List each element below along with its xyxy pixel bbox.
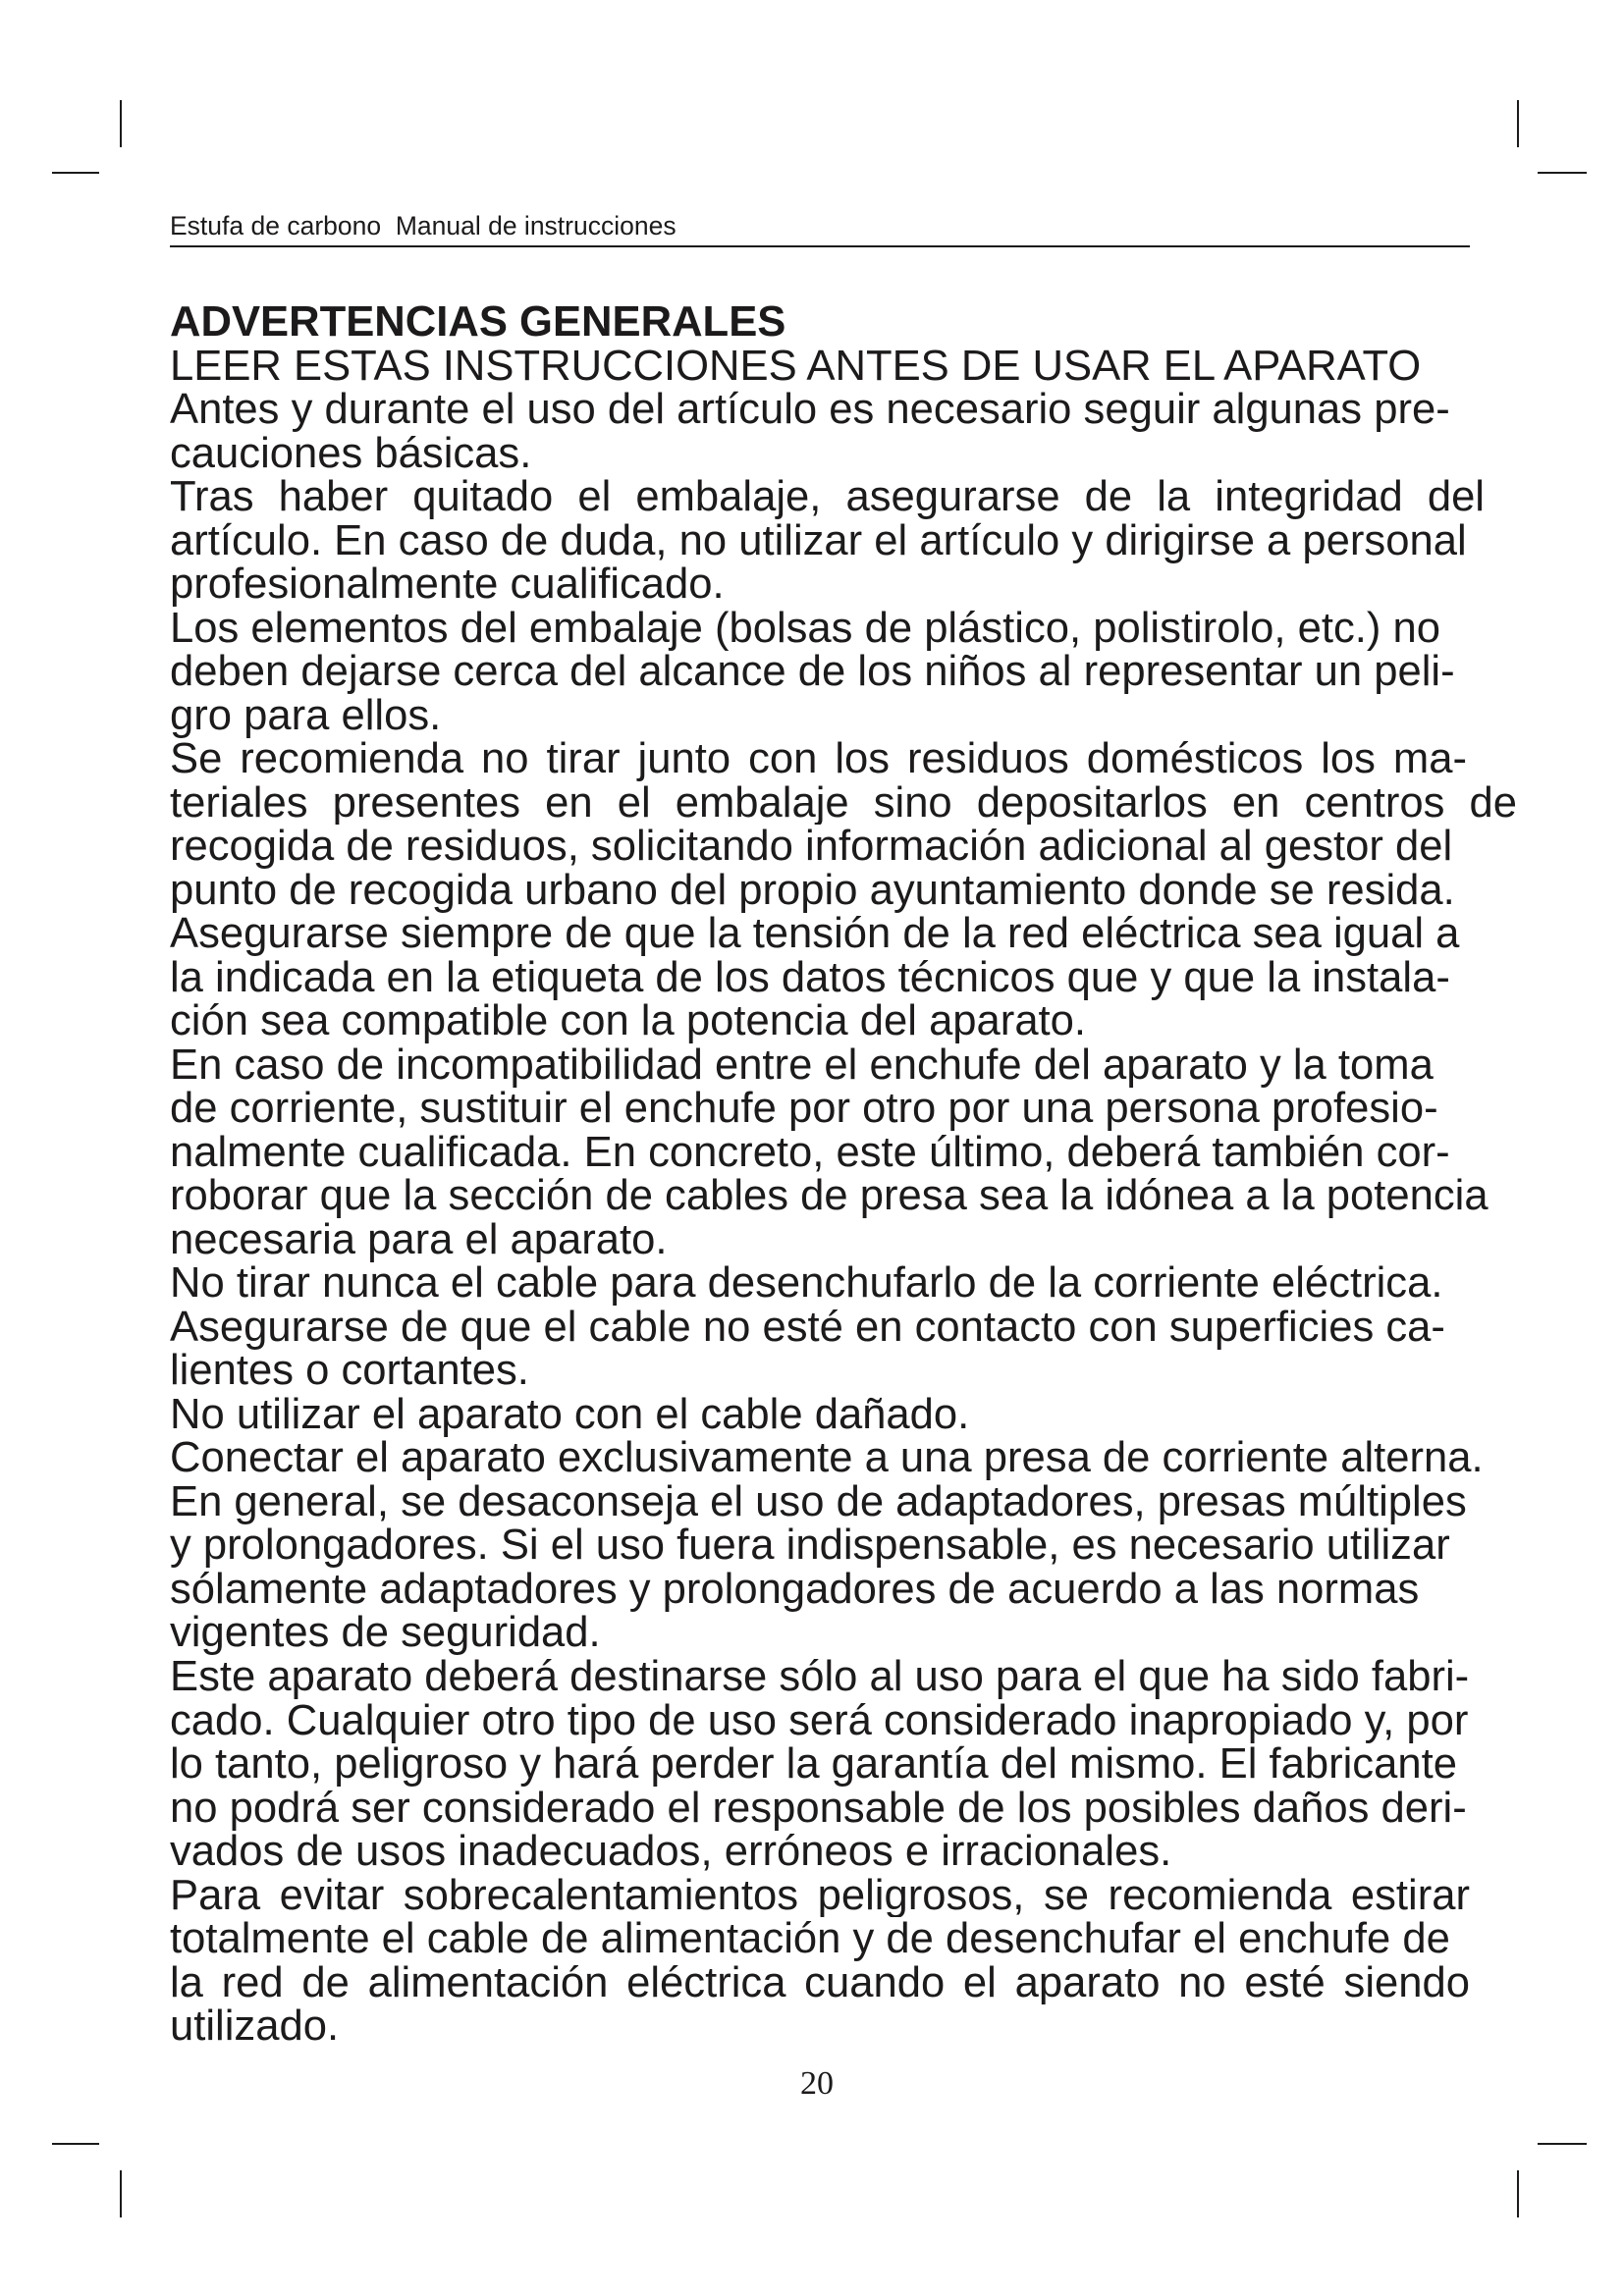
body-line: Tras haber quitado el embalaje, asegurarse de la integridad del <box>170 475 1485 519</box>
body-line: Conectar el aparato exclusivamente a una presa de corriente alterna. <box>170 1434 1484 1482</box>
body-line: En caso de incompatibilidad entre el enchufe del aparato y la toma <box>170 1041 1434 1089</box>
crop-mark-bottom-left-vertical <box>120 2170 122 2217</box>
body-line: cado. Cualquier otro tipo de uso será considerado inapropiado y, por <box>170 1696 1469 1744</box>
body-line: lo tanto, peligroso y hará perder la garantía del mismo. El fabricante <box>170 1740 1457 1789</box>
crop-mark-top-right-horizontal <box>1538 172 1587 174</box>
body-line: Se recomienda no tirar junto con los residuos domésticos los ma- <box>170 737 1467 781</box>
body-line: la indicada en la etiqueta de los datos técnicos que y que la instala- <box>170 953 1450 1001</box>
body-line: no podrá ser considerado el responsable de los posibles daños deri- <box>170 1784 1467 1832</box>
body-line: artículo. En caso de duda, no utilizar el artículo y dirigirse a personal <box>170 516 1467 564</box>
paragraph <box>170 475 1544 607</box>
body-line: Asegurarse siempre de que la tensión de la red eléctrica sea igual a <box>170 910 1460 958</box>
paragraph <box>170 342 1544 390</box>
paragraph <box>170 388 1544 475</box>
body-line: lientes o cortantes. <box>170 1347 529 1395</box>
paragraph <box>170 912 1544 1043</box>
body-line: Este aparato deberá destinarse sólo al uso para el que ha sido fabri- <box>170 1652 1470 1700</box>
body-line: y prolongadores. Si el uso fuera indispensable, es necesario utilizar <box>170 1522 1450 1570</box>
crop-mark-top-right-vertical <box>1517 100 1519 147</box>
body-line: En general, se desaconseja el uso de adaptadores, presas múltiples <box>170 1477 1467 1525</box>
body-line: teriales presentes en el embalaje sino depositarlos en centros de <box>170 780 1517 826</box>
paragraph <box>170 1477 1544 1657</box>
paragraph <box>170 604 1544 739</box>
body-line: roborar que la sección de cables de presa sea la idónea a la potencia <box>170 1172 1489 1220</box>
paragraph <box>170 1436 1544 1480</box>
body-line: utilizado. <box>170 2002 340 2051</box>
body-line: profesionalmente cualificado. <box>170 561 725 609</box>
crop-mark-top-left-horizontal <box>52 172 99 174</box>
body-line: gro para ellos. <box>170 691 442 739</box>
body-line: Antes y durante el uso del artículo es necesario seguir algunas pre- <box>170 386 1450 434</box>
page-content <box>170 300 1544 2049</box>
body-line: ción sea compatible con la potencia del aparato. <box>170 997 1087 1045</box>
body-line: punto de recogida urbano del propio ayuntamiento donde se resida. <box>170 866 1455 914</box>
crop-mark-top-left-vertical <box>120 100 122 147</box>
body-line: No utilizar el aparato con el cable dañado. <box>170 1390 970 1438</box>
body-line: Para evitar sobrecalentamientos peligrosos, se recomienda estirar <box>170 1873 1470 1918</box>
body-line: Los elementos del embalaje (bolsas de plástico, polistirolo, etc.) no <box>170 604 1440 652</box>
body-line: LEER ESTAS INSTRUCCIONES ANTES DE USAR EL APARATO <box>170 342 1422 390</box>
paragraph <box>170 1874 1544 2049</box>
paragraph <box>170 1390 1544 1438</box>
paragraph <box>170 1303 1544 1395</box>
body-line: necesaria para el aparato. <box>170 1215 668 1263</box>
running-header: Estufa de carbono Manual de instrucciones <box>170 211 677 240</box>
body-line: totalmente el cable de alimentación y de desenchufar el enchufe de <box>170 1915 1450 1963</box>
paragraph <box>170 1652 1544 1876</box>
paragraph <box>170 1043 1544 1262</box>
header-rule <box>170 245 1470 247</box>
body-line: la red de alimentación eléctrica cuando el aparato no esté siendo <box>170 1960 1470 2005</box>
crop-mark-bottom-right-vertical <box>1517 2170 1519 2217</box>
page-number: 20 <box>800 2065 834 2102</box>
crop-mark-bottom-right-horizontal <box>1538 2143 1587 2145</box>
paragraph <box>170 737 1544 912</box>
body-line: vados de usos inadecuados, erróneos e irracionales. <box>170 1828 1172 1876</box>
section-title: ADVERTENCIAS GENERALES <box>170 298 786 346</box>
body-line: recogida de residuos, solicitando información adicional al gestor del <box>170 823 1453 871</box>
body-line: No tirar nunca el cable para desenchufarlo de la corriente eléctrica. <box>170 1259 1443 1308</box>
body-line: Asegurarse de que el cable no esté en contacto con superficies ca- <box>170 1303 1445 1351</box>
body-line: de corriente, sustituir el enchufe por otro por una persona profesio- <box>170 1085 1438 1133</box>
body-line: vigentes de seguridad. <box>170 1609 601 1657</box>
body-line: sólamente adaptadores y prolongadores de acuerdo a las normas <box>170 1565 1420 1613</box>
crop-mark-bottom-left-horizontal <box>52 2143 99 2145</box>
body-line: cauciones básicas. <box>170 429 532 477</box>
body-line: deben dejarse cerca del alcance de los niños al representar un peli- <box>170 648 1455 696</box>
body-line: nalmente cualificada. En concreto, este último, deberá también cor- <box>170 1128 1450 1176</box>
paragraph <box>170 1261 1544 1306</box>
